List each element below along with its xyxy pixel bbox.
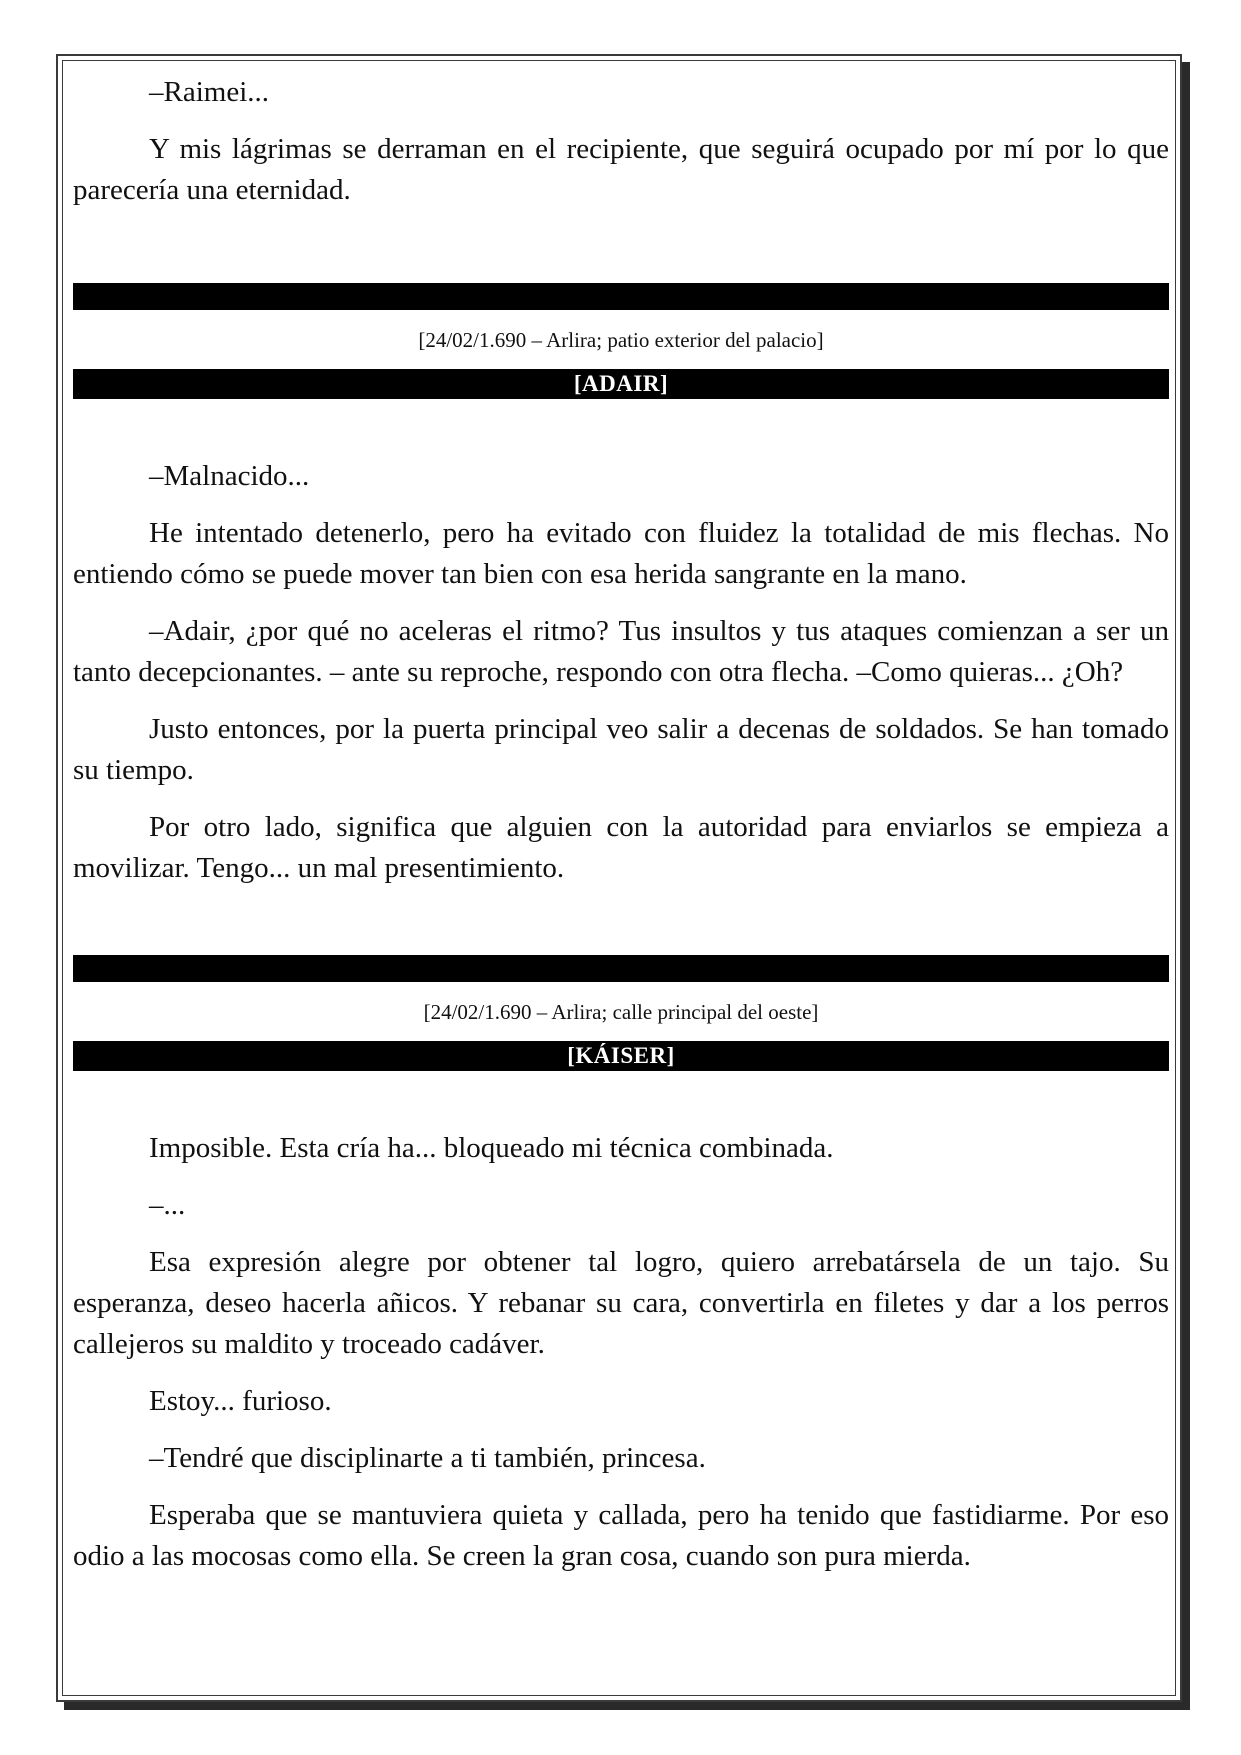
pov-character-bar: [KÁISER] (73, 1041, 1169, 1071)
paragraph: –... (149, 1189, 186, 1221)
scene-header: [24/02/1.690 – Arlira; patio exterior del palacio] (418, 328, 824, 352)
paragraph: Justo entonces, por la puerta principal veo salir a decenas de soldados. Se han tomado su tiempo. (73, 713, 1169, 786)
paragraph: –Malnacido... (149, 460, 310, 492)
paragraph: –Raimei... (149, 76, 270, 108)
scene-separator-bar (73, 283, 1169, 310)
paragraph: –Tendré que disciplinarte a ti también, princesa. (149, 1442, 706, 1474)
pov-character-bar: [ADAIR] (73, 369, 1169, 399)
paragraph: He intentado detenerlo, pero ha evitado con fluidez la totalidad de mis flechas. No entiendo cómo se puede mover tan bien con esa herida sangrante en la mano. (73, 517, 1169, 590)
paragraph: Imposible. Esta cría ha... bloqueado mi técnica combinada. (149, 1132, 834, 1164)
page-content (73, 72, 1169, 1577)
scene-header: [24/02/1.690 – Arlira; calle principal del oeste] (423, 1000, 819, 1024)
paragraph: Por otro lado, significa que alguien con la autoridad para enviarlos se empieza a movilizar. Tengo... un mal presentimiento. (73, 811, 1169, 884)
paragraph: Esa expresión alegre por obtener tal logro, quiero arrebatársela de un tajo. Su esperanza, deseo hacerla añicos. Y rebanar su cara, convertirla en filetes y dar a los perros callejeros su maldito y troceado cadáver. (73, 1246, 1169, 1360)
paragraph: Estoy... furioso. (149, 1385, 332, 1417)
paragraph: Esperaba que se mantuviera quieta y callada, pero ha tenido que fastidiarme. Por eso odio a las mocosas como ella. Se creen la gran cosa, cuando son pura mierda. (73, 1499, 1169, 1572)
scene-separator-bar (73, 955, 1169, 982)
paragraph: Y mis lágrimas se derraman en el recipiente, que seguirá ocupado por mí por lo que parecería una eternidad. (73, 133, 1169, 206)
paragraph: –Adair, ¿por qué no aceleras el ritmo? Tus insultos y tus ataques comienzan a ser un tanto decepcionantes. – ante su reproche, respondo con otra flecha. –Como quieras... ¿Oh? (73, 615, 1169, 688)
